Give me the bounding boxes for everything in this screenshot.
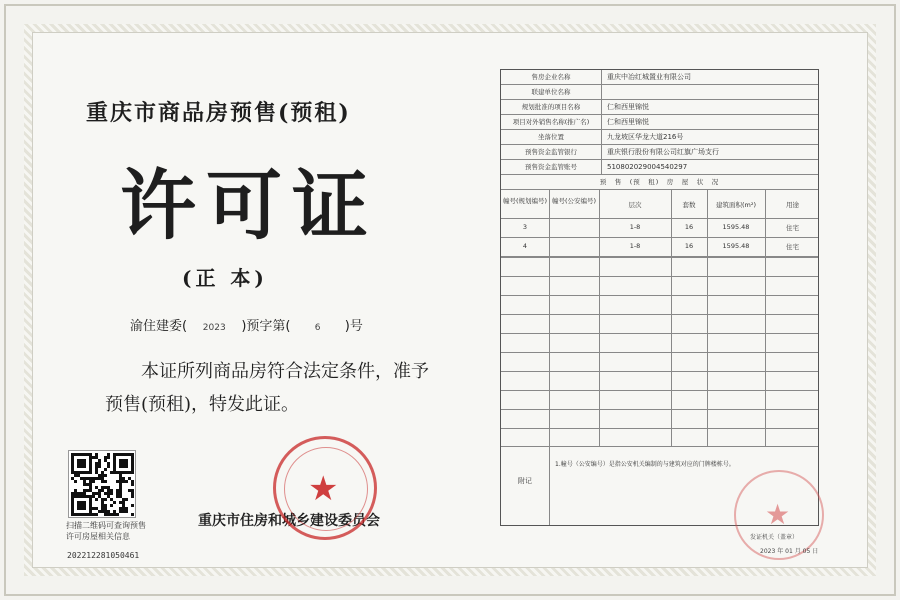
qr-module xyxy=(104,468,107,471)
row-label: 售房企业名称 xyxy=(501,70,602,84)
cell-floors: 1-8 xyxy=(629,242,641,250)
cell-area: 1595.48 xyxy=(722,242,750,250)
row-label: 规划批准的项目名称 xyxy=(501,100,602,114)
row-label: 预售资金监管银行 xyxy=(501,145,602,159)
qr-module xyxy=(116,513,119,516)
issuing-authority: 重庆市住房和城乡建设委员会 xyxy=(198,513,380,529)
column-header: 建筑面积(m²) xyxy=(715,201,756,209)
table-row-line xyxy=(501,295,818,296)
table-row-line xyxy=(501,409,818,410)
qr-module xyxy=(107,456,110,459)
row-label: 联建单位名称 xyxy=(501,85,602,99)
cell-building-no: 3 xyxy=(522,223,528,231)
column-header: 幢号(规划编号) xyxy=(502,197,548,205)
qr-module xyxy=(125,510,128,513)
qr-module xyxy=(98,465,101,468)
qr-module xyxy=(125,480,128,483)
table-row-line xyxy=(501,314,818,315)
label-column-line xyxy=(601,70,602,174)
remark-vline xyxy=(549,446,550,525)
qr-module xyxy=(104,474,107,477)
table-row xyxy=(501,85,818,100)
cell-floors: 1-8 xyxy=(629,223,641,231)
table-row-line xyxy=(501,428,818,429)
table-row-line xyxy=(501,333,818,334)
seal-star-icon: ★ xyxy=(765,498,791,531)
column-header: 层次 xyxy=(628,201,642,209)
red-seal-star-icon xyxy=(273,436,377,540)
qr-module xyxy=(131,495,134,498)
permit-middle: )预字第( xyxy=(241,319,291,334)
qr-module xyxy=(113,501,116,504)
row-value: 重庆中冶红城置业有限公司 xyxy=(607,73,691,81)
qr-module xyxy=(74,480,77,483)
qr-module xyxy=(131,504,134,507)
row-value: 仁和西里锦悦 xyxy=(607,103,649,111)
qr-module xyxy=(107,465,110,468)
table-row-line xyxy=(501,371,818,372)
qr-caption: 扫描二维码可查询预售许可房屋相关信息 xyxy=(66,521,146,541)
row-value: 九龙坡区华龙大道216号 xyxy=(607,133,684,141)
qr-module xyxy=(131,483,134,486)
cell-units: 16 xyxy=(684,223,694,231)
remark-label: 附记 xyxy=(518,477,532,485)
row-value: 重庆银行股份有限公司红旗广场支行 xyxy=(607,148,719,156)
qr-module xyxy=(89,471,92,474)
row-value: 仁和西里锦悦 xyxy=(607,118,649,126)
table-row-line xyxy=(501,352,818,353)
permit-suffix: )号 xyxy=(344,319,363,334)
table-row xyxy=(501,130,818,145)
qr-module xyxy=(95,498,98,501)
table-column-line xyxy=(765,190,766,446)
row-label: 预售资金监管账号 xyxy=(501,160,602,174)
original-copy-label: (正 本) xyxy=(182,266,268,290)
cell-units: 16 xyxy=(684,242,694,250)
row-label: 坐落位置 xyxy=(501,130,602,144)
table-row xyxy=(501,100,818,115)
table-column-line xyxy=(671,190,672,446)
qr-module xyxy=(131,471,134,474)
cell-area: 1595.48 xyxy=(722,223,750,231)
table-column-line xyxy=(549,190,550,446)
qr-module xyxy=(131,513,134,516)
cell-usage: 住宅 xyxy=(786,243,799,251)
table-row-line xyxy=(501,390,818,391)
issue-month: 01 xyxy=(785,548,793,555)
section-header: 预 售 (预 租) 房 屋 状 况 xyxy=(599,178,720,186)
certificate-main-title: 许可证 xyxy=(120,161,378,250)
table-row xyxy=(501,115,818,130)
section-header-row xyxy=(501,175,818,190)
permit-prefix: 渝住建委( xyxy=(130,319,188,334)
table-column-line xyxy=(707,190,708,446)
certificate-title-line: 重庆市商品房预售(预租) xyxy=(86,100,351,126)
qr-module xyxy=(110,492,113,495)
qr-module xyxy=(125,465,128,468)
presale-info-table xyxy=(500,69,819,526)
issue-date: 2023 年 01 月 05 日 xyxy=(760,548,819,555)
issue-org-label: 发证机关（盖章） xyxy=(750,534,799,541)
qr-module xyxy=(83,465,86,468)
column-header: 用途 xyxy=(786,201,799,209)
permit-number xyxy=(130,315,363,334)
qr-module xyxy=(104,498,107,501)
qr-module xyxy=(95,513,98,516)
qr-module xyxy=(92,480,95,483)
table-row xyxy=(501,145,818,160)
certificate-body-text: 本证所列商品房符合法定条件，准予预售(预租)，特发此证。 xyxy=(105,361,429,415)
qr-module xyxy=(110,504,113,507)
permit-serial-number: 6 xyxy=(314,323,321,333)
row-value: 510802029004540297 xyxy=(607,163,688,171)
qr-module xyxy=(104,480,107,483)
qr-module xyxy=(83,507,86,510)
column-header: 套数 xyxy=(682,201,696,209)
table-column-line xyxy=(599,190,600,446)
table-row-line xyxy=(501,257,818,258)
table-row xyxy=(501,160,818,175)
permit-year: 2023 xyxy=(202,323,226,333)
qr-module xyxy=(125,498,128,501)
row-label: 项目对外销售名称(推广名) xyxy=(501,115,602,129)
remark-text: 1.幢号（公安编号）是指公安机关编制的与建筑对应的门牌楼栋号。 xyxy=(555,461,735,468)
qr-code-icon[interactable] xyxy=(68,450,136,518)
seal-star-icon: ★ xyxy=(308,469,339,509)
column-header: 幢号(公安编号) xyxy=(551,197,597,205)
table-row-line xyxy=(501,276,818,277)
cell-building-no: 4 xyxy=(522,242,528,250)
table-row xyxy=(501,70,818,85)
issue-day: 05 xyxy=(802,548,811,555)
certificate-serial: 202212281050461 xyxy=(67,551,140,560)
cell-usage: 住宅 xyxy=(786,224,799,232)
issue-year: 2023 xyxy=(760,548,776,555)
